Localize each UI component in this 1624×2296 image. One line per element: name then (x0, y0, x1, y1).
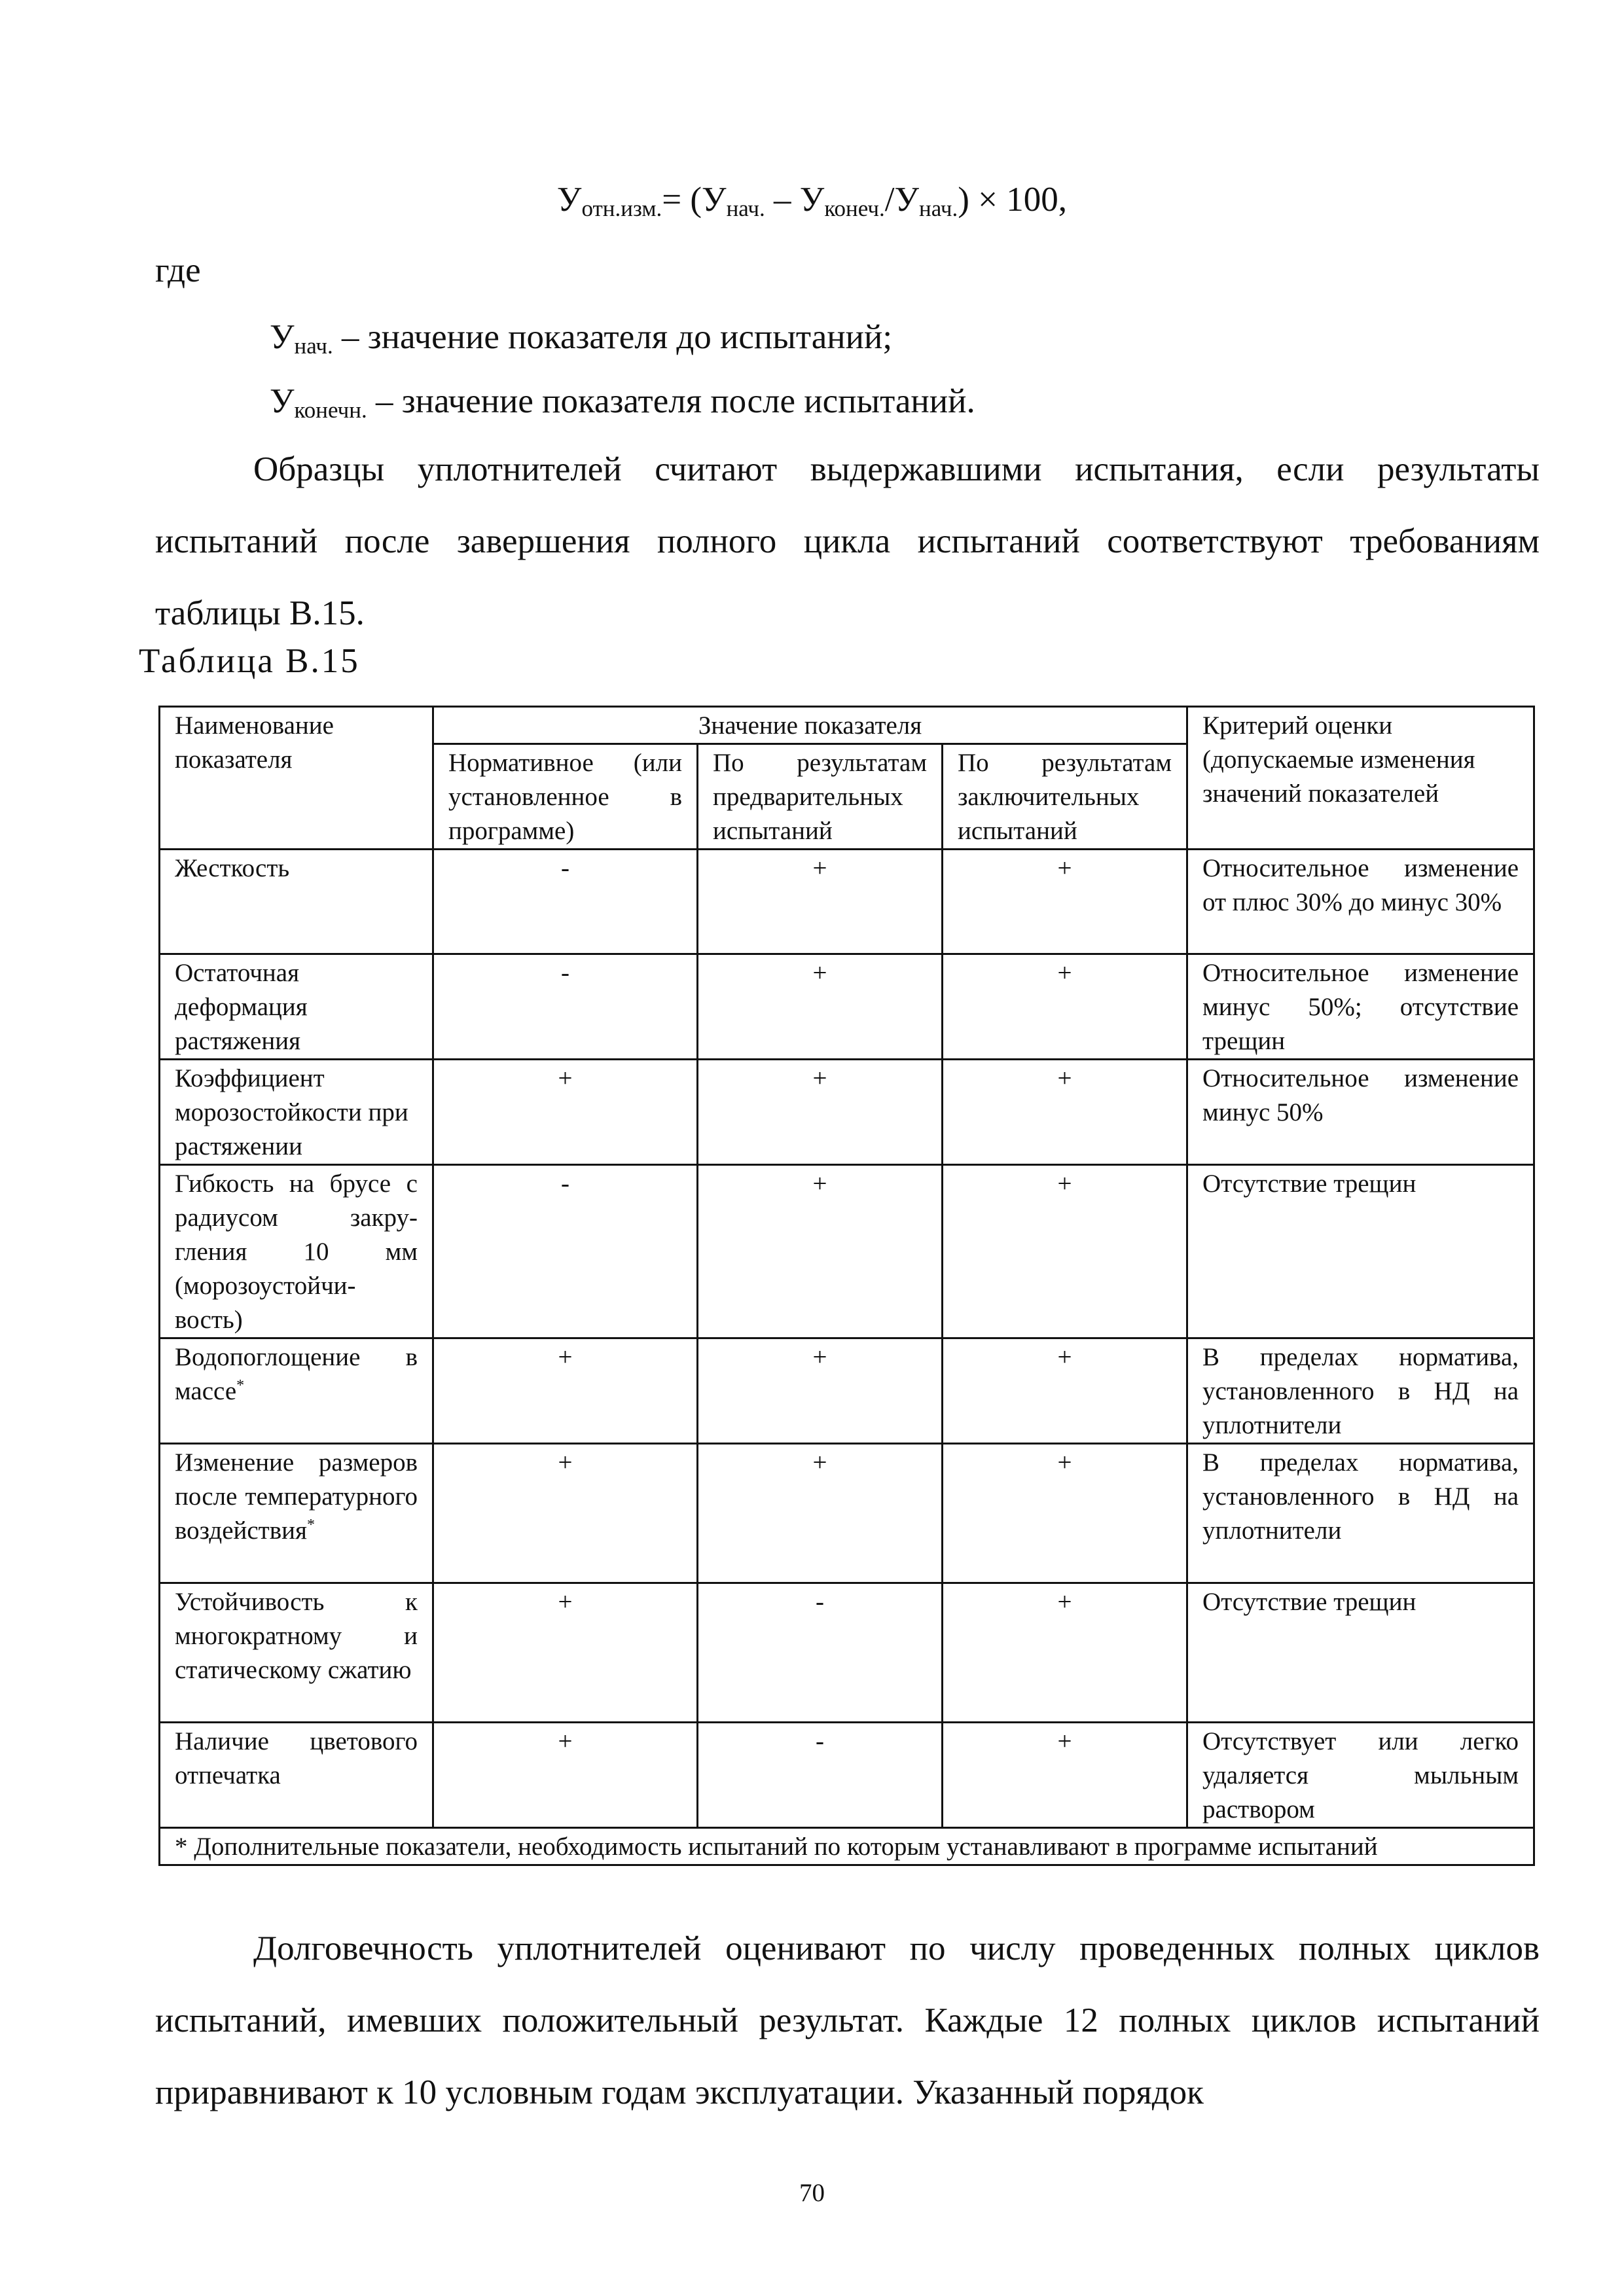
formula-minus: – У (765, 181, 825, 219)
row-preliminary: - (698, 1583, 943, 1723)
row-preliminary: + (698, 954, 943, 1060)
row-criterion: В пределах норматива, установленного в НД на уплотнители (1187, 1444, 1534, 1583)
subheader-normative: Нормативное (или установленное в программе) (433, 744, 698, 850)
formula-sub-initial-2: нач. (919, 196, 958, 221)
page-number: 70 (799, 2179, 825, 2207)
row-preliminary: + (698, 1165, 943, 1338)
where-word: где (155, 251, 201, 289)
row-criterion: Относительное изменение от плюс 30% до минус 30% (1187, 850, 1534, 954)
formula-sub-initial: нач. (726, 196, 765, 221)
row-final: + (943, 1165, 1187, 1338)
table-row (160, 1165, 1534, 1338)
row-name: Остаточная деформация растяжения (160, 954, 433, 1060)
row-preliminary: + (698, 1060, 943, 1165)
row-criterion: Относительное изменение минус 50%; отсутствие трещин (1187, 954, 1534, 1060)
header-criterion: Критерий оценки (допускаемые изменения значений показателей (1187, 707, 1534, 850)
table-row (160, 1583, 1534, 1723)
paragraph-2: Долговечность уплотнителей оценивают по числу проведенных полных циклов испытаний, имевших положительный результат. Каждые 12 полных циклов испытаний приравнивают к 10 условным годам эксплуатации. Указанный порядок (155, 1929, 1540, 2111)
table-row (160, 850, 1534, 954)
row-final: + (943, 1583, 1187, 1723)
table-row (160, 1723, 1534, 1828)
row-preliminary: + (698, 850, 943, 954)
formula-lhs-sub: отн.изм. (581, 196, 662, 221)
row-name: Наличие цветового отпечатка (160, 1723, 433, 1828)
row-normative: - (433, 850, 698, 954)
row-criterion: В пределах норматива, установленного в НД на уплотнители (1187, 1338, 1534, 1444)
row-final: + (943, 850, 1187, 954)
table-row (160, 1338, 1534, 1444)
definition-initial-sub: нач. (294, 333, 333, 359)
table-row (160, 1060, 1534, 1165)
definition-final (270, 378, 975, 433)
row-final: + (943, 1338, 1187, 1444)
row-name: Устойчивость к многократному и статическому сжатию (160, 1583, 433, 1723)
formula-sub-final: конеч. (824, 196, 885, 221)
row-final: + (943, 1060, 1187, 1165)
row-name (160, 1444, 433, 1583)
paragraph-1: Образцы уплотнителей считают выдержавшими испытания, если результаты испытаний после завершения полного цикла испытаний соответствуют требованиям таблицы В.15. (155, 450, 1540, 632)
row-final: + (943, 1723, 1187, 1828)
row-normative: + (433, 1338, 698, 1444)
row-name-text: Водопоглощение в массе (175, 1343, 418, 1405)
subheader-final: По результатам заключительных испытаний (943, 744, 1187, 850)
row-normative: + (433, 1723, 698, 1828)
row-final: + (943, 954, 1187, 1060)
formula (0, 177, 1624, 232)
table-title: Таблица В.15 (139, 642, 360, 680)
definition-final-base: У (270, 382, 295, 420)
formula-slash: /У (884, 181, 920, 219)
row-normative: + (433, 1060, 698, 1165)
formula-lhs-base: У (556, 181, 582, 219)
table-footnote-row (160, 1828, 1534, 1865)
table-row (160, 954, 1534, 1060)
row-normative: - (433, 954, 698, 1060)
row-criterion: Отсутствует или легко удаляется мыльным раствором (1187, 1723, 1534, 1828)
row-final: + (943, 1444, 1187, 1583)
definition-final-text: – значение показателя после испытаний. (367, 382, 975, 420)
footnote-mark: * (306, 1516, 315, 1534)
subheader-preliminary: По результатам предварительных испытаний (698, 744, 943, 850)
row-name: Гибкость на брусе с радиусом закру-гления 10 мм (морозоустойчи-вость) (160, 1165, 433, 1338)
row-name-text: Изменение размеров после температурного воздействия (175, 1448, 418, 1545)
header-value-group: Значение показателя (433, 707, 1187, 744)
definition-initial-text: – значение показателя до испытаний; (333, 318, 893, 356)
row-preliminary: + (698, 1444, 943, 1583)
formula-tail: ) × 100, (958, 181, 1068, 219)
results-table (158, 706, 1535, 1866)
row-criterion: Отсутствие трещин (1187, 1583, 1534, 1723)
header-name: Наименование показателя (160, 707, 433, 850)
row-name: Коэффициент морозостойкости при растяжении (160, 1060, 433, 1165)
row-criterion: Отсутствие трещин (1187, 1165, 1534, 1338)
row-normative: + (433, 1583, 698, 1723)
definition-initial-base: У (270, 318, 295, 356)
row-name (160, 1338, 433, 1444)
row-preliminary: - (698, 1723, 943, 1828)
row-preliminary: + (698, 1338, 943, 1444)
table-footnote: * Дополнительные показатели, необходимость испытаний по которым устанавливают в программе испытаний (160, 1828, 1534, 1865)
table-header-row (160, 707, 1534, 744)
definition-final-sub: конечн. (294, 397, 367, 423)
footnote-mark: * (236, 1377, 245, 1394)
row-normative: - (433, 1165, 698, 1338)
table-row (160, 1444, 1534, 1583)
row-name: Жесткость (160, 850, 433, 954)
row-criterion: Относительное изменение минус 50% (1187, 1060, 1534, 1165)
definition-initial (270, 314, 892, 369)
formula-eq-open: = (У (662, 181, 727, 219)
row-normative: + (433, 1444, 698, 1583)
